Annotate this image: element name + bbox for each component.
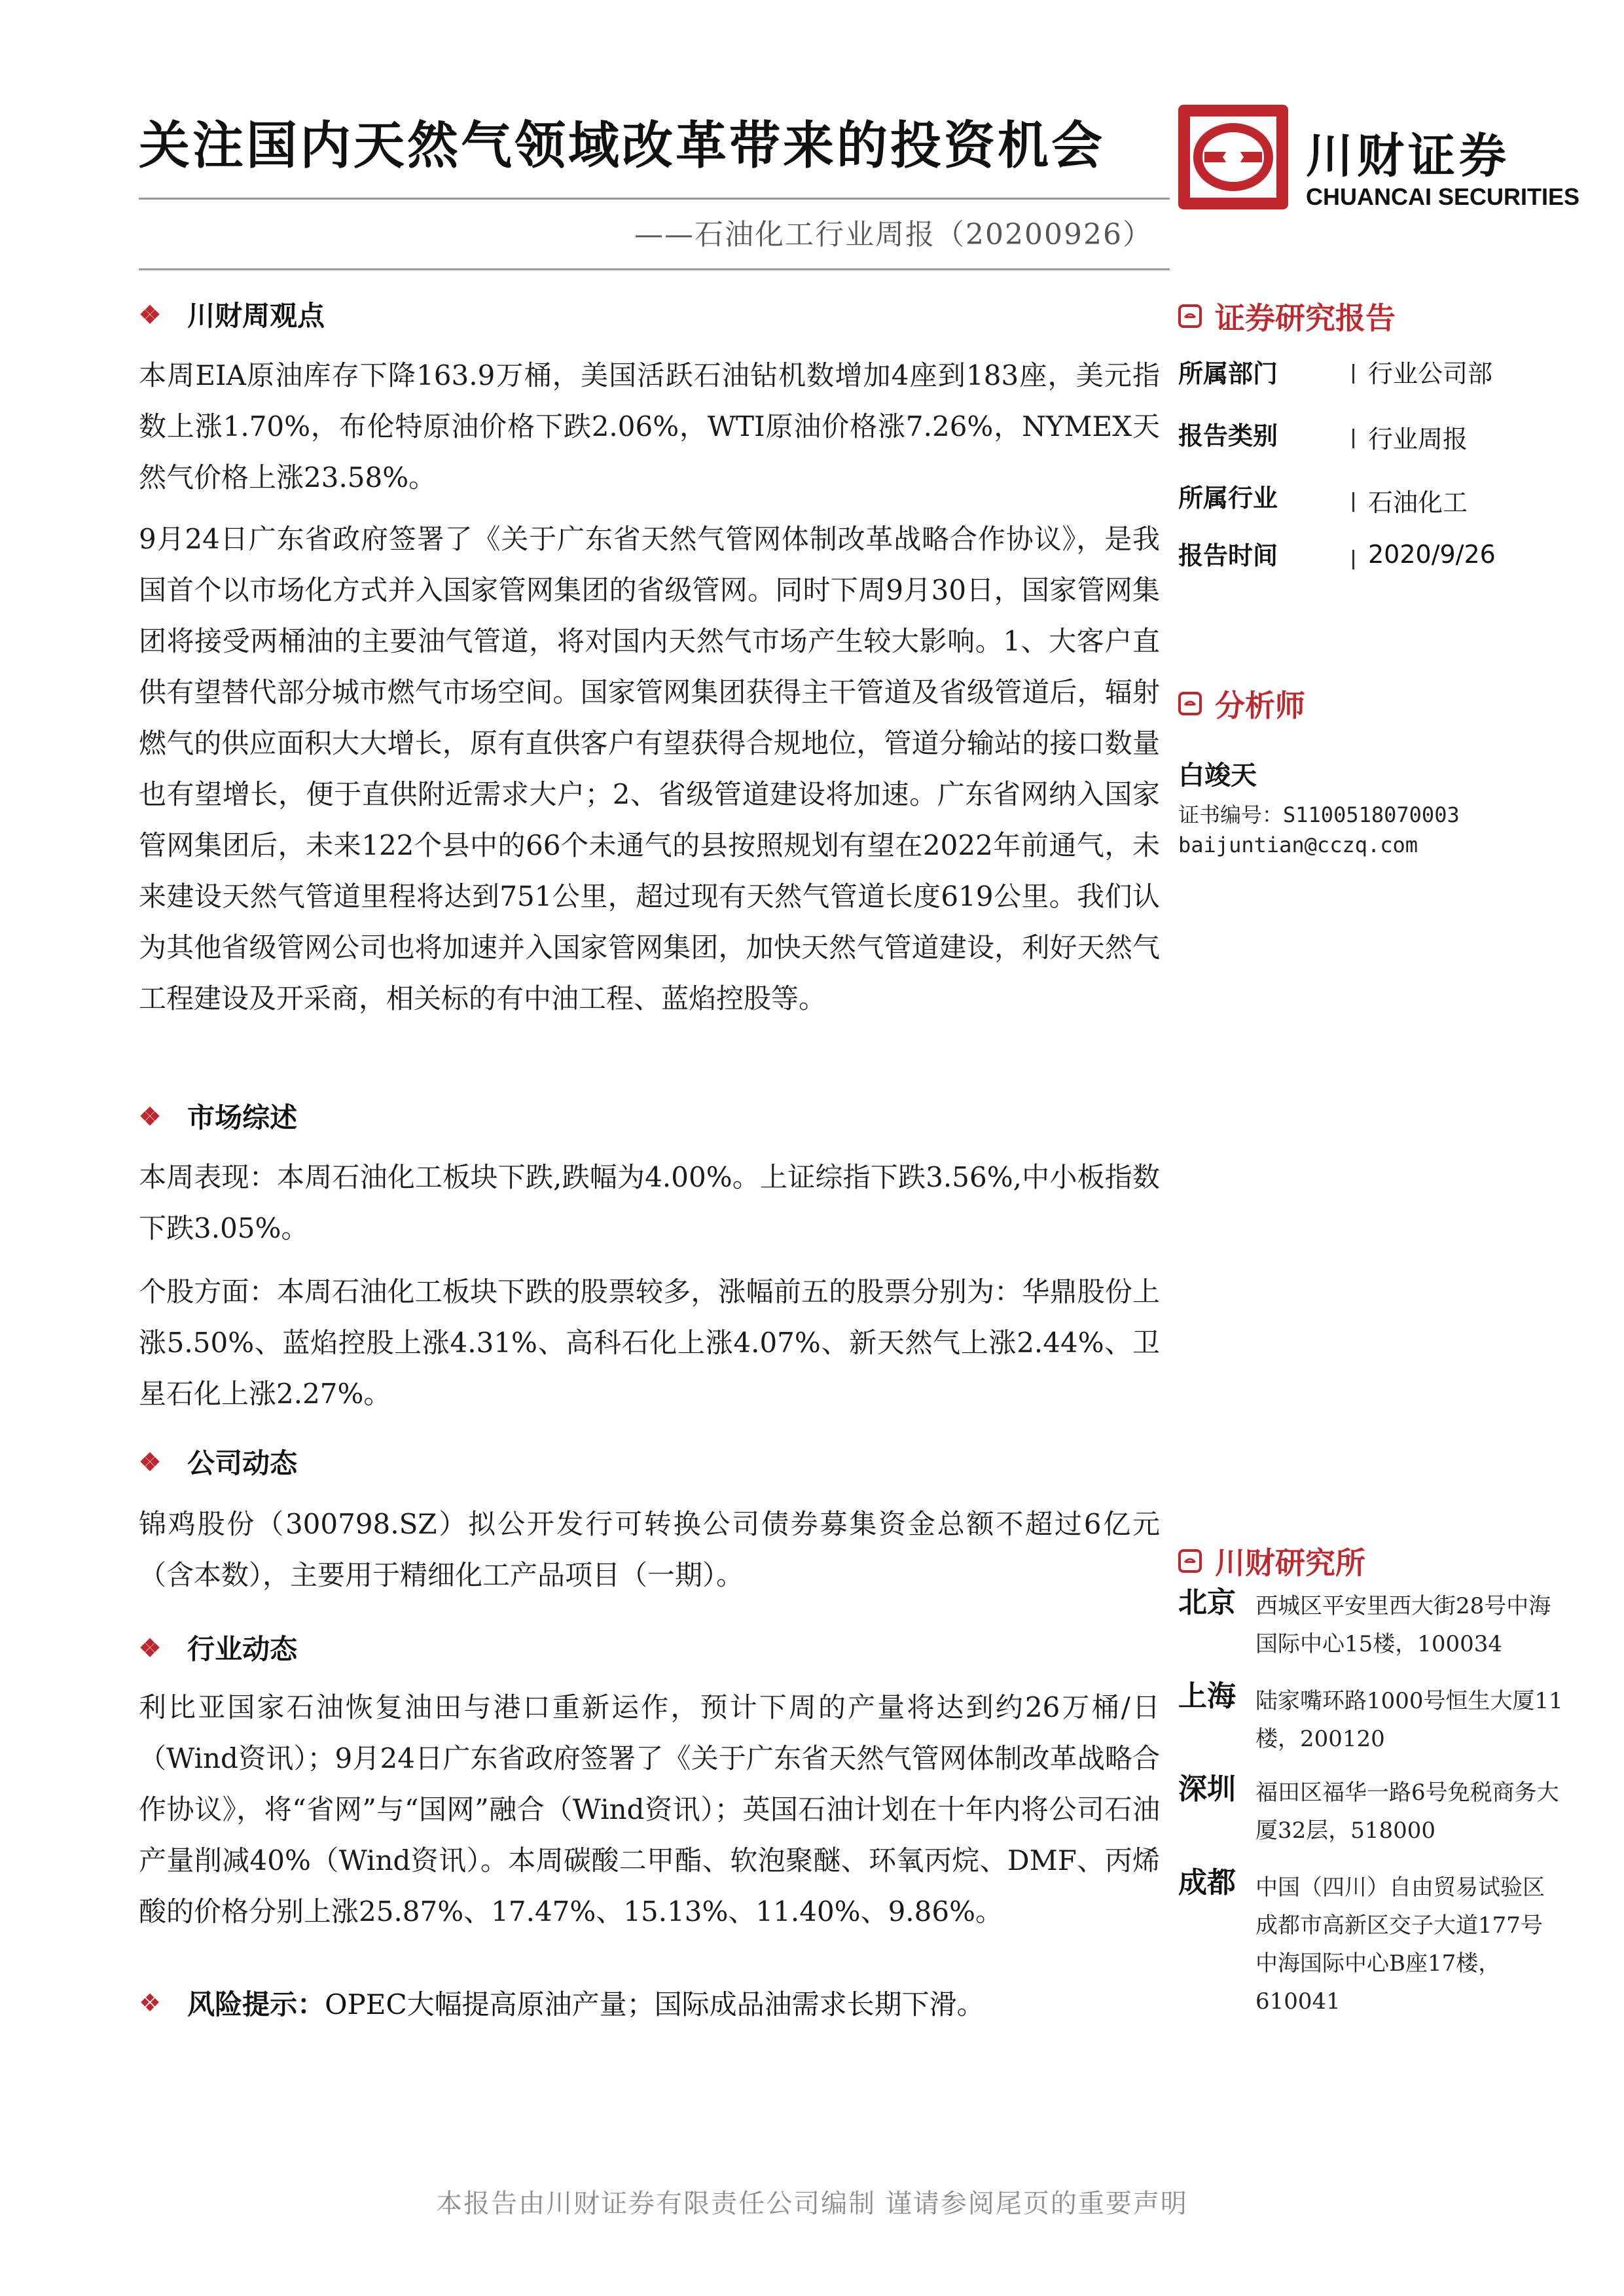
office-city-shanghai: 上海 [1178,1679,1236,1713]
analyst-name: 白竣天 [1178,760,1257,791]
meta-key-date: 报告时间 [1178,541,1278,570]
market-paragraph-2: 个股方面：本周石油化工板块下跌的股票较多，涨幅前五的股票分别为：华鼎股份上涨5.50%、蓝焰控股上涨4.31%、高科石化上涨4.07%、新天然气上涨2.44%、卫星石化上涨2.27%。 [139,1276,1160,1410]
sidebar-heading-analyst [1178,682,1305,725]
logo-chinese-name: 川财证券 [1306,128,1511,183]
office-address-shanghai: 陆家嘴环路1000号恒生大厦11楼，200120 [1255,1688,1563,1752]
section-heading-text: 市场综述 [187,1102,298,1134]
report-icon [1178,304,1202,328]
section-heading-company [139,1442,297,1481]
meta-value-category: 行业周报 [1368,425,1468,454]
office-city-shenzhen: 深圳 [1178,1772,1236,1806]
office-address-beijing: 西城区平安里西大街28号中海国际中心15楼，100034 [1255,1593,1551,1657]
section-heading-industry [139,1628,297,1667]
company-paragraph-1: 锦鸡股份（300798.SZ）拟公开发行可转换公司债券募集资金总额不超过6亿元（含本数），主要用于精细化工产品项目（一期）。 [139,1508,1160,1591]
meta-key-industry: 所属行业 [1178,483,1278,512]
office-city-chengdu: 成都 [1178,1866,1236,1899]
view-paragraph-2: 9月24日广东省政府签署了《关于广东省天然气管网体制改革战略合作协议》，是我国首个以市场化方式并入国家管网集团的省级管网。同时下周9月30日，国家管网集团将接受两桶油的主要油气管道，将对国内天然气市场产生较大影响。1、大客户直供有望替代部分城市燃气市场空间。国家管网集团获得主干管道及省级管道后，辐射燃气的供应面积大大增长，原有直供客户有望获得合规地位，管道分输站的接口数量也有望增长，便于直供附近需求大户；2、省级管道建设将加速。广东省网纳入国家管网集团后，未来122个县中的66个未通气的县按照规划有望在2022年前通气，未来建设天然气管道里程将达到751公里，超过现有天然气管道长度619公里。我们认为其他省级管网公司也将加速并入国家管网集团，加快天然气管道建设，利好天然气工程建设及开采商，相关标的有中油工程、蓝焰控股等。 [139,523,1160,1014]
office-address-chengdu: 中国（四川）自由贸易试验区成都市高新区交子大道177号中海国际中心B座17楼，610041 [1255,1874,1545,2015]
meta-value-department: 行业公司部 [1368,359,1493,388]
meta-separator [1352,550,1354,569]
market-paragraph-1: 本周表现：本周石油化工板块下跌,跌幅为4.00%。上证综指下跌3.56%,中小板指数下跌3.05%。 [139,1161,1160,1244]
logo-english-name: CHUANCAI SECURITIES [1306,183,1580,210]
diamond-bullet-icon: ❖ [139,1446,162,1477]
sidebar-heading-text: 分析师 [1215,688,1305,723]
section-heading-text: 川财周观点 [187,300,325,332]
meta-separator [1352,364,1354,384]
title-divider [139,198,1170,200]
sidebar-heading-text: 川财研究所 [1215,1545,1365,1581]
diamond-bullet-icon: ❖ [139,1101,162,1131]
institute-icon [1178,1549,1202,1573]
risk-warning [139,1983,984,2022]
office-address-shenzhen: 福田区福华一路6号免税商务大厦32层，518000 [1255,1780,1559,1844]
diamond-bullet-icon: ❖ [139,1632,162,1662]
section-heading-market [139,1096,297,1136]
diamond-bullet-icon: ❖ [139,1988,162,2017]
footer-disclaimer: 本报告由川财证券有限责任公司编制 谨请参阅尾页的重要声明 [436,2189,1188,2219]
meta-value-date: 2020/9/26 [1368,540,1496,569]
subtitle-divider [139,268,1170,270]
meta-separator [1352,429,1354,448]
logo-mark-icon [1178,105,1288,209]
report-subtitle: ——石油化工行业周报（20200926） [634,218,1153,251]
report-title: 关注国内天然气领域改革带来的投资机会 [139,116,1106,175]
risk-label: 风险提示： [187,1988,325,2020]
view-paragraph-1: 本周EIA原油库存下降163.9万桶，美国活跃石油钻机数增加4座到183座，美元指数上涨1.70%，布伦特原油价格下跌2.06%，WTI原油价格涨7.26%，NYMEX天然气价格上涨23.58%。 [139,359,1160,493]
section-heading-text: 行业动态 [187,1633,298,1665]
section-heading-text: 公司动态 [187,1447,298,1479]
industry-paragraph-1: 利比亚国家石油恢复油田与港口重新运作，预计下周的产量将达到约26万桶/日（Wind资讯）；9月24日广东省政府签署了《关于广东省天然气管网体制改革战略合作协议》，将“省网”与“国网”融合（Wind资讯）；英国石油计划在十年内将公司石油产量削减40%（Wind资讯）。本周碳酸二甲酯、软泡聚醚、环氧丙烷、DMF、丙烯酸的价格分别上涨25.87%、17.47%、15.13%、11.40%、9.86%。 [139,1691,1160,1928]
risk-text: OPEC大幅提高原油产量；国际成品油需求长期下滑。 [325,1988,984,2020]
section-heading-view [139,295,325,334]
sidebar-heading-report [1178,295,1396,338]
analyst-cert: 证书编号：S1100518070003 [1178,802,1460,827]
sidebar-heading-institute [1178,1539,1365,1583]
meta-key-category: 报告类别 [1178,421,1278,450]
meta-key-department: 所属部门 [1178,359,1278,388]
analyst-icon [1178,692,1202,715]
meta-separator [1352,492,1354,512]
sidebar-heading-text: 证券研究报告 [1215,300,1396,336]
meta-value-industry: 石油化工 [1368,488,1468,517]
office-city-beijing: 北京 [1178,1586,1236,1619]
company-logo [1178,105,1580,223]
analyst-email[interactable]: baijuntian@cczq.com [1178,833,1418,857]
diamond-bullet-icon: ❖ [139,299,162,329]
